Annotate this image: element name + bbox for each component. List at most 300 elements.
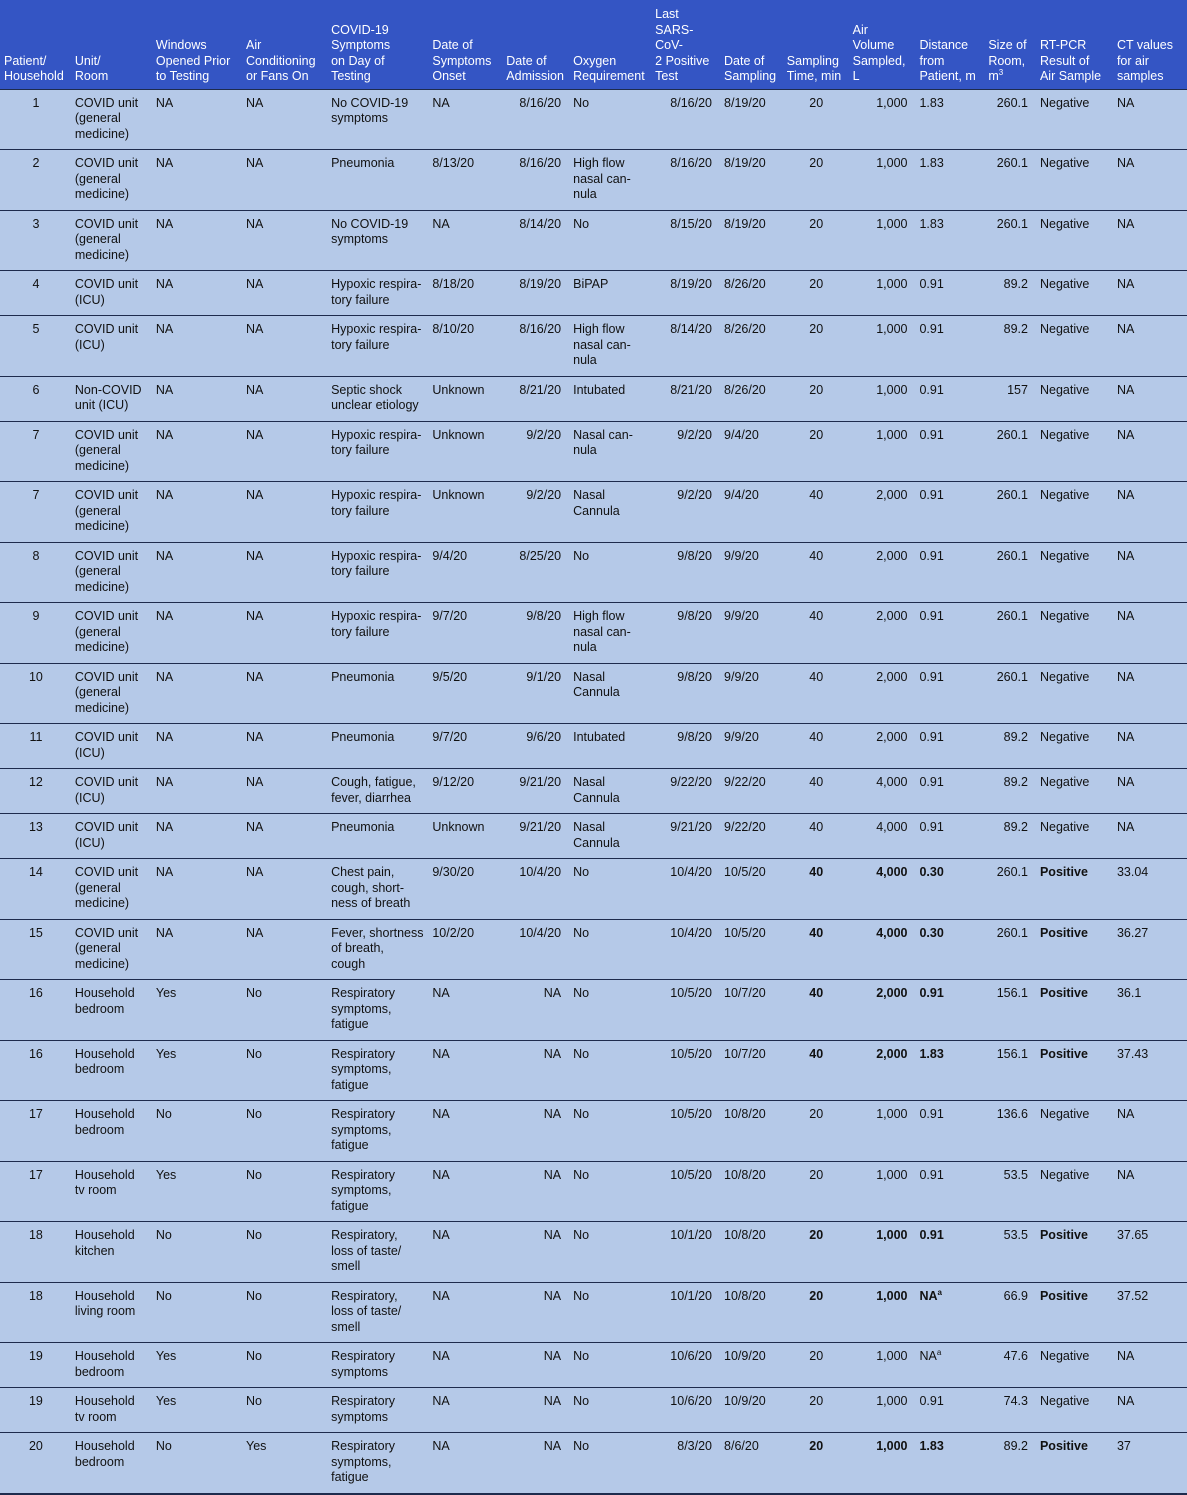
cell-room-size: 156.1 [996,986,1028,1000]
cell-sampling-time: 40 [809,548,824,563]
cell-admission-date: 10/4/20 [519,925,562,940]
cell-ct-value: NA [1116,1167,1135,1182]
table-row [0,316,1187,377]
cell-room-size: 260.1 [996,669,1028,684]
table-row [0,542,1187,603]
cell-patient-household: 1 [32,95,40,110]
cell-patient-household: 19 [28,1349,43,1363]
table-row [0,1433,1187,1494]
cell-windows-opened: NA [155,382,174,397]
cell-air-volume: 1,000 [876,95,908,110]
cell-room-size: 47.6 [1003,1349,1028,1363]
cell-windows-opened: Yes [155,1394,177,1408]
cell-unit-room: COVID unit (ICU) [74,775,139,805]
cell-room-size: 260.1 [996,548,1028,563]
cell-symptoms-onset: NA [432,1439,450,1453]
table-header-row [0,0,1187,89]
cell-last-positive-test: 8/3/20 [677,1439,713,1453]
cell-ct-value: NA [1116,322,1135,336]
cell-windows-opened: NA [155,925,174,940]
cell-distance-from-patient: 0.91 [919,277,944,291]
table-row [0,1282,1187,1343]
cell-air-volume: 1,000 [876,322,908,336]
cell-sampling-time: 20 [809,277,824,291]
cell-covid-symptoms: Respiratory symptoms, fatigue [331,1046,396,1092]
cell-windows-opened: NA [155,775,174,789]
table-row [0,1343,1187,1388]
table-row [0,1222,1187,1283]
cell-sampling-date: 10/8/20 [724,1107,766,1121]
cell-air-conditioning: NA [246,216,264,231]
cell-last-positive-test: 10/5/20 [670,986,713,1000]
cell-covid-symptoms: No COVID-19 symptoms [331,216,409,246]
cell-windows-opened: NA [155,488,174,502]
cell-sampling-date: 10/8/20 [724,1228,766,1242]
cell-rtpcr-result: Negative [1039,730,1090,744]
header-rtpcr-result: RT-PCR Result of Air Sample [1039,38,1102,83]
table-row [0,769,1187,814]
cell-sampling-time: 20 [809,1228,824,1242]
cell-symptoms-onset: 9/30/20 [432,865,475,879]
cell-ct-value: NA [1116,1107,1135,1121]
cell-patient-household: 7 [32,488,40,502]
cell-symptoms-onset: 9/5/20 [432,669,468,684]
cell-distance-from-patient: 0.91 [919,488,944,502]
cell-last-positive-test: 9/8/20 [677,730,713,744]
cell-sampling-date: 10/7/20 [724,986,766,1000]
cell-admission-date: 8/16/20 [519,156,562,170]
cell-air-conditioning: No [246,1288,263,1303]
cell-admission-date: 10/4/20 [519,865,562,879]
cell-unit-room: COVID unit (general medicine) [74,865,139,910]
cell-oxygen-requirement: No [573,216,590,231]
header-ct-value: CT values for air samples [1116,38,1173,83]
cell-sampling-date: 8/26/20 [724,322,766,336]
cell-rtpcr-result: Positive [1039,1288,1088,1303]
cell-ct-value: NA [1116,1394,1135,1408]
cell-ct-value: NA [1116,382,1135,397]
cell-covid-symptoms: No COVID-19 symptoms [331,95,409,125]
cell-distance-from-patient: 0.91 [919,427,944,442]
cell-patient-household: 18 [28,1288,43,1303]
cell-ct-value: NA [1116,730,1135,744]
cell-windows-opened: No [155,1288,172,1303]
cell-rtpcr-result: Negative [1039,1107,1090,1121]
cell-symptoms-onset: Unknown [432,488,485,502]
footnote-marker: a [937,1287,942,1297]
cell-ct-value: 36.27 [1116,925,1149,940]
cell-air-conditioning: NA [246,609,264,623]
cell-distance-from-patient: 0.91 [919,986,944,1000]
cell-air-conditioning: NA [246,427,264,442]
cell-room-size: 53.5 [1003,1228,1028,1242]
table-row [0,376,1187,421]
cell-rtpcr-result: Negative [1039,382,1090,397]
cell-distance-from-patient: 0.30 [919,925,944,940]
cell-oxygen-requirement: Nasal Cannula [573,820,620,850]
cell-patient-household: 4 [32,277,40,291]
cell-patient-household: 11 [29,730,43,744]
cell-air-conditioning: No [246,1167,263,1182]
cell-distance-from-patient: 0.91 [919,548,944,563]
cell-symptoms-onset: NA [432,216,450,231]
cell-windows-opened: NA [155,277,174,291]
cell-symptoms-onset: 9/4/20 [432,548,468,563]
cell-unit-room: COVID unit (general medicine) [74,548,139,594]
cell-oxygen-requirement: Intubated [573,382,626,397]
cell-windows-opened: NA [155,156,174,170]
cell-room-size: 89.2 [1003,1439,1028,1453]
cell-ct-value: NA [1116,488,1135,502]
cell-rtpcr-result: Negative [1039,820,1090,834]
cell-windows-opened: Yes [155,1046,177,1061]
cell-patient-household: 7 [32,427,40,442]
cell-air-conditioning: No [246,1228,263,1242]
cell-admission-date: NA [543,1394,562,1408]
cell-oxygen-requirement: No [573,986,590,1000]
cell-rtpcr-result: Positive [1039,986,1088,1000]
cell-covid-symptoms: Respiratory symptoms, fatigue [331,1167,396,1213]
cell-sampling-date: 9/22/20 [724,820,766,834]
cell-oxygen-requirement: No [573,865,590,879]
cell-admission-date: 9/8/20 [526,609,562,623]
cell-oxygen-requirement: Nasal Cannula [573,488,620,518]
cell-air-volume: 1,000 [876,1107,908,1121]
cell-sampling-time: 40 [809,820,824,834]
cell-covid-symptoms: Pneumonia [331,669,395,684]
cell-patient-household: 18 [28,1228,43,1242]
cell-rtpcr-result: Negative [1039,609,1090,623]
cell-sampling-date: 9/9/20 [724,548,759,563]
cell-ct-value: NA [1116,548,1135,563]
cell-air-volume: 1,000 [876,277,908,291]
cell-air-conditioning: No [246,1349,263,1363]
cell-ct-value: NA [1116,216,1135,231]
cell-rtpcr-result: Positive [1039,1439,1088,1453]
table-row [0,1388,1187,1433]
cell-covid-symptoms: Respiratory symptoms [331,1349,396,1379]
cell-admission-date: 9/6/20 [526,730,562,744]
cell-symptoms-onset: NA [432,1107,450,1121]
cell-room-size: 260.1 [996,427,1028,442]
cell-oxygen-requirement: Nasal Cannula [573,669,620,699]
cell-rtpcr-result: Negative [1039,1167,1090,1182]
cell-sampling-time: 40 [809,865,824,879]
cell-oxygen-requirement: No [573,1288,590,1303]
cell-admission-date: NA [543,1288,562,1303]
cell-windows-opened: NA [155,609,174,623]
cell-patient-household: 12 [28,775,43,789]
cell-covid-symptoms: Pneumonia [331,730,395,744]
cell-sampling-date: 8/19/20 [724,216,766,231]
header-oxygen-requirement: Oxygen Requirement [573,53,645,83]
cell-patient-household: 19 [28,1394,43,1408]
cell-rtpcr-result: Positive [1039,925,1088,940]
cell-room-size: 260.1 [996,95,1028,110]
cell-ct-value: NA [1116,1349,1135,1363]
cell-air-volume: 4,000 [876,925,908,940]
cell-sampling-time: 40 [809,775,824,789]
cell-distance-from-patient: 0.91 [919,669,944,684]
table-body [0,89,1187,1494]
cell-unit-room: Household bedroom [74,1107,135,1137]
cell-windows-opened: NA [155,865,174,879]
cell-covid-symptoms: Hypoxic respira- tory failure [331,548,422,578]
cell-air-conditioning: NA [246,730,264,744]
cell-last-positive-test: 9/8/20 [677,548,713,563]
cell-rtpcr-result: Positive [1039,1046,1088,1061]
cell-symptoms-onset: NA [432,986,450,1000]
cell-unit-room: COVID unit (general medicine) [74,669,139,715]
cell-last-positive-test: 8/21/20 [670,382,713,397]
cell-air-volume: 2,000 [876,548,908,563]
cell-air-volume: 1,000 [876,1288,908,1303]
header-covid-symptoms: COVID-19 Symptoms on Day of Testing [331,22,391,83]
cell-sampling-time: 40 [809,730,824,744]
cell-unit-room: COVID unit (ICU) [74,322,139,352]
cell-last-positive-test: 9/2/20 [677,427,713,442]
header-last-positive-test: Last SARS-CoV- 2 Positive Test [655,7,710,83]
cell-air-volume: 1,000 [876,156,908,170]
cell-symptoms-onset: NA [432,1349,450,1363]
cell-oxygen-requirement: No [573,1394,590,1408]
cell-sampling-date: 10/9/20 [724,1349,766,1363]
cell-covid-symptoms: Hypoxic respira- tory failure [331,427,422,457]
cell-ct-value: 37.65 [1116,1228,1149,1242]
cell-distance-from-patient: 1.83 [919,1439,944,1453]
cell-distance-from-patient: 1.83 [919,156,944,170]
cell-admission-date: NA [543,1046,562,1061]
cell-last-positive-test: 8/15/20 [670,216,713,231]
cell-sampling-time: 40 [809,609,824,623]
table-row [0,271,1187,316]
cell-sampling-time: 20 [809,1167,824,1182]
cell-symptoms-onset: Unknown [432,820,485,834]
cell-sampling-date: 9/4/20 [724,427,759,442]
cell-distance-from-patient: 0.91 [919,1228,944,1242]
cell-air-conditioning: No [246,1046,263,1061]
cell-rtpcr-result: Positive [1039,865,1088,879]
cell-sampling-date: 8/19/20 [724,156,766,170]
cell-last-positive-test: 10/5/20 [670,1046,713,1061]
cell-windows-opened: NA [155,730,174,744]
cell-distance-from-patient: 0.91 [919,820,944,834]
cell-distance-from-patient: 0.91 [919,322,944,336]
cell-rtpcr-result: Negative [1039,1394,1090,1408]
cell-air-conditioning: No [246,1394,263,1408]
cell-air-volume: 1,000 [876,382,908,397]
cell-sampling-time: 20 [809,1107,824,1121]
cell-last-positive-test: 10/5/20 [670,1107,713,1121]
cell-rtpcr-result: Negative [1039,95,1090,110]
cell-admission-date: 8/16/20 [519,322,562,336]
cell-air-conditioning: NA [246,925,264,940]
cell-sampling-date: 10/5/20 [724,925,766,940]
header-sampling-date: Date of Sampling [724,53,777,83]
cell-admission-date: 9/2/20 [526,488,562,502]
table-row [0,980,1187,1041]
table-row [0,603,1187,664]
cell-oxygen-requirement: No [573,1167,590,1182]
cell-oxygen-requirement: High flow nasal can- nula [573,609,631,654]
cell-unit-room: COVID unit (general medicine) [74,925,139,971]
cell-covid-symptoms: Chest pain, cough, short- ness of breath [331,865,411,910]
cell-windows-opened: Yes [155,986,177,1000]
cell-sampling-time: 20 [809,95,824,110]
cell-room-size: 260.1 [996,609,1028,623]
cell-sampling-date: 9/9/20 [724,730,759,744]
cell-sampling-date: 9/22/20 [724,775,766,789]
cell-covid-symptoms: Cough, fatigue, fever, diarrhea [331,775,416,805]
cell-patient-household: 16 [28,986,43,1000]
cell-air-volume: 2,000 [876,986,908,1000]
cell-admission-date: 8/19/20 [519,277,562,291]
cell-air-conditioning: NA [246,156,264,170]
cell-air-conditioning: NA [246,548,264,563]
cell-ct-value: 37.43 [1116,1046,1149,1061]
cell-air-volume: 1,000 [876,1394,908,1408]
cell-ct-value: 37 [1116,1439,1131,1453]
cell-windows-opened: NA [155,322,174,336]
cell-sampling-date: 8/26/20 [724,382,766,397]
header-air-conditioning: Air Conditioning or Fans On [246,38,316,83]
cell-covid-symptoms: Hypoxic respira- tory failure [331,609,422,639]
cell-unit-room: Household living room [74,1288,136,1318]
cell-admission-date: NA [543,986,562,1000]
cell-distance-from-patient: 0.91 [919,1394,944,1408]
cell-unit-room: COVID unit (general medicine) [74,216,139,262]
cell-covid-symptoms: Respiratory, loss of taste/ smell [331,1228,402,1273]
cell-covid-symptoms: Respiratory symptoms, fatigue [331,1439,396,1484]
cell-rtpcr-result: Negative [1039,216,1090,231]
cell-sampling-time: 20 [809,156,824,170]
header-distance-from-patient: Distance from Patient, m [919,38,976,83]
cell-unit-room: COVID unit (ICU) [74,277,139,307]
cell-unit-room: COVID unit (general medicine) [74,427,139,473]
cell-room-size: 53.5 [1003,1167,1028,1182]
cell-room-size: 136.6 [996,1107,1028,1121]
cell-room-size: 260.1 [996,488,1028,502]
table-row [0,1161,1187,1222]
cell-distance-from-patient: 0.91 [919,775,944,789]
cell-distance-from-patient: 1.83 [919,216,944,231]
cell-oxygen-requirement: High flow nasal can- nula [573,156,631,201]
cell-distance-from-patient [915,1282,984,1343]
cell-covid-symptoms: Septic shock unclear etiology [331,382,419,412]
cell-ct-value: NA [1116,820,1135,834]
table-row [0,724,1187,769]
cell-symptoms-onset: 8/10/20 [432,322,475,336]
cell-patient-household: 20 [28,1439,43,1453]
table-row [0,89,1187,150]
cell-covid-symptoms: Hypoxic respira- tory failure [331,322,422,352]
unit-superscript: 3 [998,67,1004,77]
cell-sampling-time: 40 [809,488,824,502]
cell-sampling-date: 10/7/20 [724,1046,766,1061]
cell-symptoms-onset: 9/7/20 [432,609,468,623]
cell-sampling-date: 10/8/20 [724,1288,766,1303]
table-row [0,663,1187,724]
cell-oxygen-requirement: Nasal Cannula [573,775,620,805]
cell-patient-household: 2 [32,156,40,170]
cell-last-positive-test: 8/14/20 [670,322,713,336]
cell-last-positive-test: 10/1/20 [670,1228,713,1242]
cell-room-size: 74.3 [1003,1394,1028,1408]
cell-symptoms-onset: NA [432,1394,450,1408]
cell-oxygen-requirement: No [573,1107,590,1121]
cell-distance-from-patient: 0.91 [919,609,944,623]
cell-oxygen-requirement: No [573,1228,590,1242]
header-patient-household: Patient/ Household [4,53,64,83]
cell-sampling-time: 20 [809,216,824,231]
cell-sampling-date: 9/9/20 [724,609,759,623]
cell-unit-room: Household tv room [74,1167,135,1197]
cell-air-conditioning: NA [246,669,264,684]
cell-admission-date: 8/16/20 [519,95,562,110]
cell-sampling-time: 20 [809,382,824,397]
cell-windows-opened: NA [155,427,174,442]
cell-room-size: 260.1 [996,216,1028,231]
header-air-volume: Air Volume Sampled, L [852,22,906,83]
cell-air-volume: 1,000 [876,1349,908,1363]
cell-ct-value: NA [1116,609,1135,623]
cell-ct-value: NA [1116,669,1135,684]
cell-admission-date: NA [543,1349,562,1363]
cell-oxygen-requirement: No [573,925,590,940]
cell-air-volume: 2,000 [876,488,908,502]
cell-unit-room: Household kitchen [74,1228,135,1258]
cell-air-conditioning: NA [246,322,264,336]
cell-unit-room: Household bedroom [74,1439,135,1469]
cell-covid-symptoms: Hypoxic respira- tory failure [331,277,422,307]
header-admission-date: Date of Admission [506,53,564,83]
cell-sampling-date: 8/6/20 [724,1439,759,1453]
cell-sampling-date: 8/26/20 [724,277,766,291]
cell-covid-symptoms: Pneumonia [331,820,395,834]
cell-ct-value: 37.52 [1116,1288,1149,1303]
cell-windows-opened: NA [155,548,174,563]
cell-air-volume: 1,000 [876,216,908,231]
cell-air-conditioning: NA [246,382,264,397]
cell-air-volume: 2,000 [876,1046,908,1061]
cell-sampling-time: 20 [809,1349,824,1363]
table-row [0,210,1187,271]
cell-admission-date: 8/21/20 [519,382,562,397]
cell-symptoms-onset: 9/7/20 [432,730,468,744]
cell-distance-from-patient: 1.83 [919,1046,944,1061]
cell-room-size: 89.2 [1003,820,1028,834]
cell-admission-date: 9/1/20 [526,669,562,684]
cell-oxygen-requirement: High flow nasal can- nula [573,322,631,367]
cell-patient-household: 15 [28,925,43,940]
cell-air-volume: 2,000 [876,730,908,744]
cell-symptoms-onset: NA [432,95,450,110]
cell-value: NA [919,1288,938,1303]
cell-last-positive-test: 10/4/20 [670,925,713,940]
cell-air-conditioning: No [246,1107,263,1121]
cell-oxygen-requirement: No [573,95,590,110]
cell-symptoms-onset: 9/12/20 [432,775,475,789]
cell-patient-household: 3 [32,216,40,231]
cell-air-volume: 2,000 [876,609,908,623]
cell-admission-date: NA [543,1107,562,1121]
cell-rtpcr-result: Negative [1039,277,1090,291]
cell-windows-opened: No [155,1228,172,1242]
footnote-marker: a [936,1347,942,1357]
cell-sampling-time: 20 [809,1288,824,1303]
cell-last-positive-test: 8/16/20 [670,95,713,110]
cell-oxygen-requirement: No [573,548,590,563]
